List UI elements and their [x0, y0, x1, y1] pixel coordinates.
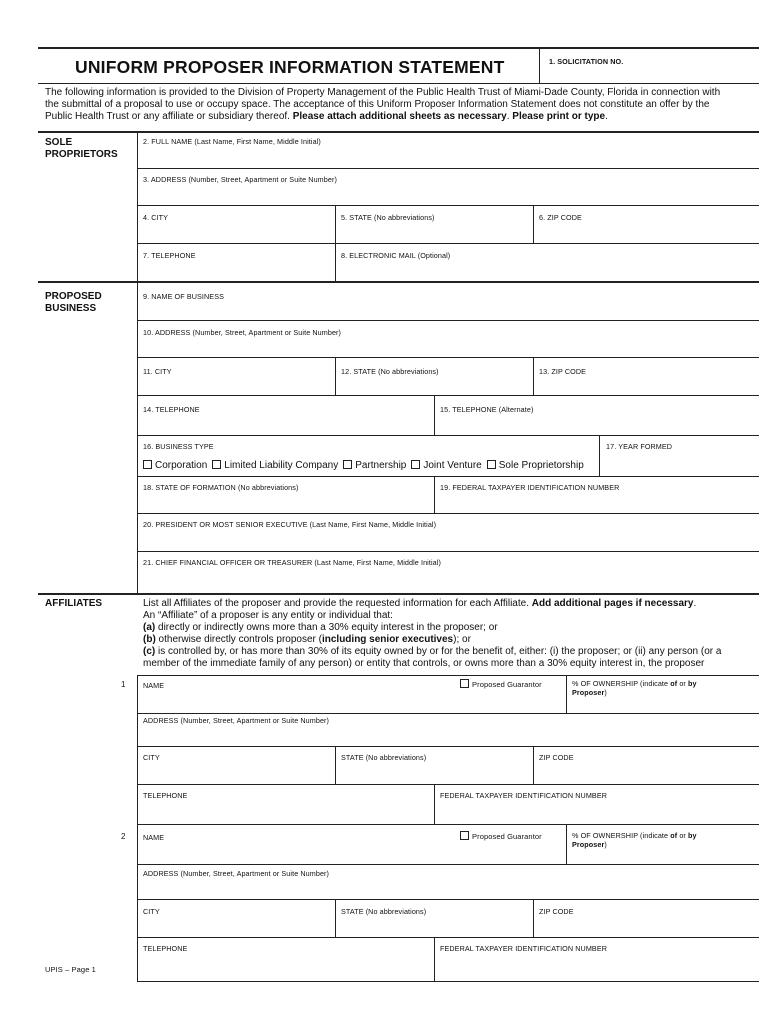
affiliate-2-zip-field[interactable]: ZIP CODE	[539, 907, 574, 916]
sole-address-field[interactable]: 3. ADDRESS (Number, Street, Apartment or Suite Number)	[143, 175, 337, 184]
affiliate-1-city-field[interactable]: CITY	[143, 753, 160, 762]
checkbox[interactable]	[411, 460, 420, 469]
affiliate-1-telephone-field[interactable]: TELEPHONE	[143, 791, 188, 800]
intro-paragraph: The following information is provided to the Division of Property Management of the Public Health Trust of Miami-Dade County, Florida in connection with the submittal of a proposal to use or occupy space. The acceptance of this Uniform Proposer Information Statement does not constitute an offer by the Public Health Trust or any affiliate or subsidiary thereof. Please attach additional sheets as necessary. Please print or type.	[45, 87, 721, 122]
sole-email-field[interactable]: 8. ELECTRONIC MAIL (Optional)	[341, 251, 451, 260]
divider	[566, 824, 567, 864]
divider	[137, 205, 759, 206]
divider	[533, 746, 534, 784]
business-fein-field[interactable]: 19. FEDERAL TAXPAYER IDENTIFICATION NUMBER	[440, 483, 620, 492]
divider	[533, 357, 534, 395]
sole-proprietors-heading: SOLE PROPRIETORS	[45, 137, 118, 160]
affiliate-1-fein-field[interactable]: FEDERAL TAXPAYER IDENTIFICATION NUMBER	[440, 791, 607, 800]
divider	[137, 131, 138, 281]
divider	[137, 320, 759, 321]
divider	[335, 357, 336, 395]
divider	[566, 675, 567, 713]
divider	[137, 675, 138, 981]
affiliate-2-state-field[interactable]: STATE (No abbreviations)	[341, 907, 427, 916]
solicitation-label: 1. SOLICITATION NO.	[549, 57, 624, 66]
divider	[533, 899, 534, 937]
business-address-field[interactable]: 10. ADDRESS (Number, Street, Apartment or Suite Number)	[143, 328, 342, 337]
business-type-sole-proprietorship[interactable]: Sole Proprietorship	[487, 460, 584, 471]
divider	[434, 395, 435, 435]
divider	[137, 899, 759, 900]
business-telephone-field[interactable]: 14. TELEPHONE	[143, 405, 200, 414]
divider	[137, 981, 759, 982]
checkbox[interactable]	[343, 460, 352, 469]
divider	[434, 784, 435, 824]
business-zip-field[interactable]: 13. ZIP CODE	[539, 367, 587, 376]
divider	[539, 48, 540, 83]
cfo-field[interactable]: 21. CHIEF FINANCIAL OFFICER OR TREASURER (Last Name, First Name, Middle Initial)	[143, 558, 441, 567]
affiliate-1-ownership-field[interactable]: % OF OWNERSHIP (indicate of or by Proposer)	[572, 679, 697, 697]
affiliate-1-state-field[interactable]: STATE (No abbreviations)	[341, 753, 427, 762]
business-type-corporation[interactable]: Corporation	[143, 460, 207, 471]
divider	[137, 395, 759, 396]
divider	[137, 746, 759, 747]
divider	[599, 435, 600, 476]
divider	[137, 513, 759, 514]
divider	[137, 675, 759, 676]
affiliate-1-zip-field[interactable]: ZIP CODE	[539, 753, 574, 762]
affiliate-2-city-field[interactable]: CITY	[143, 907, 160, 916]
business-type-label: 16. BUSINESS TYPE	[143, 442, 214, 451]
proposed-business-heading: PROPOSED BUSINESS	[45, 291, 102, 314]
affiliate-2-name-field[interactable]: NAME	[143, 833, 165, 842]
business-type-llc[interactable]: Limited Liability Company	[212, 460, 338, 471]
divider	[137, 937, 759, 938]
divider	[137, 476, 759, 477]
divider	[137, 784, 759, 785]
business-type-options	[143, 460, 589, 471]
business-telephone-alt-field[interactable]: 15. TELEPHONE (Alternate)	[440, 405, 534, 414]
section-rule	[38, 131, 759, 133]
affiliate-1-guarantor-checkbox[interactable]: Proposed Guarantor	[460, 679, 542, 689]
affiliate-2-telephone-field[interactable]: TELEPHONE	[143, 944, 188, 953]
checkbox[interactable]	[460, 679, 469, 688]
page-label: UPIS – Page 1	[45, 965, 96, 974]
affiliate-number: 1	[121, 680, 126, 689]
affiliate-number: 2	[121, 832, 126, 841]
divider	[137, 824, 759, 825]
affiliate-2-fein-field[interactable]: FEDERAL TAXPAYER IDENTIFICATION NUMBER	[440, 944, 607, 953]
divider	[38, 83, 759, 84]
checkbox[interactable]	[487, 460, 496, 469]
sole-zip-field[interactable]: 6. ZIP CODE	[539, 213, 582, 222]
affiliate-2-address-field[interactable]: ADDRESS (Number, Street, Apartment or Suite Number)	[143, 869, 330, 878]
full-name-field[interactable]: 2. FULL NAME (Last Name, First Name, Middle Initial)	[143, 137, 321, 146]
divider	[137, 282, 138, 593]
affiliate-2-ownership-field[interactable]: % OF OWNERSHIP (indicate of or by Proposer)	[572, 831, 697, 849]
divider	[137, 243, 759, 244]
sole-telephone-field[interactable]: 7. TELEPHONE	[143, 251, 196, 260]
divider	[434, 937, 435, 981]
divider	[137, 435, 759, 436]
year-formed-field[interactable]: 17. YEAR FORMED	[606, 442, 673, 451]
affiliates-heading: AFFILIATES	[45, 598, 103, 609]
business-state-field[interactable]: 12. STATE (No abbreviations)	[341, 367, 439, 376]
page-title: UNIFORM PROPOSER INFORMATION STATEMENT	[75, 57, 505, 77]
section-rule	[38, 281, 759, 283]
state-of-formation-field[interactable]: 18. STATE OF FORMATION (No abbreviations)	[143, 483, 299, 492]
sole-state-field[interactable]: 5. STATE (No abbreviations)	[341, 213, 435, 222]
divider	[137, 357, 759, 358]
president-field[interactable]: 20. PRESIDENT OR MOST SENIOR EXECUTIVE (Last Name, First Name, Middle Initial)	[143, 520, 437, 529]
checkbox[interactable]	[143, 460, 152, 469]
section-rule	[38, 593, 759, 595]
affiliate-1-address-field[interactable]: ADDRESS (Number, Street, Apartment or Suite Number)	[143, 716, 330, 725]
divider	[137, 551, 759, 552]
divider	[137, 864, 759, 865]
affiliate-1-name-field[interactable]: NAME	[143, 681, 165, 690]
affiliate-2-guarantor-checkbox[interactable]: Proposed Guarantor	[460, 831, 542, 841]
divider	[434, 476, 435, 513]
business-city-field[interactable]: 11. CITY	[143, 367, 172, 376]
business-name-field[interactable]: 9. NAME OF BUSINESS	[143, 292, 224, 301]
divider	[335, 746, 336, 784]
divider	[137, 168, 759, 169]
business-type-joint-venture[interactable]: Joint Venture	[411, 460, 481, 471]
checkbox[interactable]	[212, 460, 221, 469]
sole-city-field[interactable]: 4. CITY	[143, 213, 169, 222]
divider	[533, 205, 534, 243]
divider	[137, 713, 759, 714]
top-rule	[38, 47, 759, 49]
business-type-partnership[interactable]: Partnership	[343, 460, 406, 471]
checkbox[interactable]	[460, 831, 469, 840]
affiliates-instructions: List all Affiliates of the proposer and provide the requested information for each Affiliate. Add additional pages if necessary. An “Affiliate” of a proposer is any entity or individual that: (a) directly or indirectly owns more than a 30% equity interest in the proposer; or (b) otherwise directly controls proposer (including senior executives); or (c) is controlled by, or has more than 30% of its equity owned by or for the benefit of, either: (i) the proposer; or (ii) any person (or a member of the immediate family of any person) or entity that controls, or owns more than a 30% equity interest in, the proposer	[143, 598, 722, 669]
divider	[335, 899, 336, 937]
